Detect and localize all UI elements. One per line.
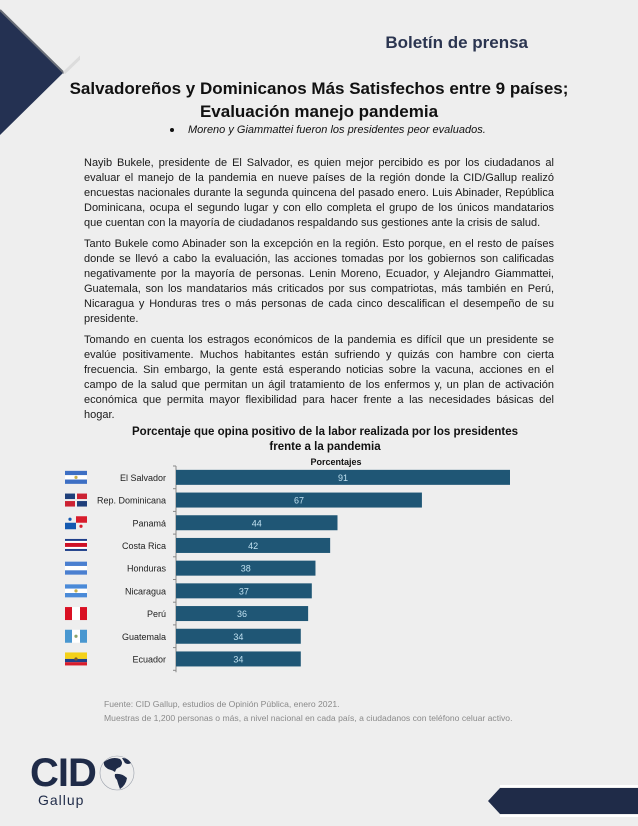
- bullet-text: Moreno y Giammattei fueron los presidentes peor evaluados.: [188, 124, 486, 136]
- bar-value-label: 67: [293, 495, 304, 506]
- bulletin-label: Boletín de prensa: [385, 33, 528, 52]
- bar-value-label: 91: [337, 472, 349, 483]
- article-body: [84, 156, 554, 429]
- costa-rica-flag-icon: [65, 539, 87, 551]
- globe-icon: [98, 754, 136, 792]
- chart-subtitle: Porcentajes: [310, 457, 362, 467]
- paragraph: Tanto Bukele como Abinader son la excepción en la región. Esto porque, en el resto de países donde se llevó a cabo la evaluación, las acciones tomadas por los gobiernos son calificadas negativamente por la mayoría de personas. Lenin Moreno, Ecuador, y Alejandro Giammattei, Guatemala, son los mandatarios más criticados por sus compatriotas, más también en Perú, Nicaragua y Honduras tres o más personas de cada cinco descalifican el desempeño de su presidente.: [84, 238, 554, 325]
- corner-decoration-bottom-right: [488, 776, 638, 826]
- category-label: Perú: [146, 609, 166, 620]
- category-label: Guatemala: [121, 631, 166, 642]
- source-line-1: Fuente: CID Gallup, estudios de Opinión Pública, enero 2021.: [104, 699, 340, 709]
- chart-title: [90, 425, 560, 455]
- logo-sub-text: Gallup: [38, 792, 85, 808]
- headline: [0, 77, 638, 123]
- logo-main-text: CID: [30, 751, 96, 795]
- bar-value-label: 38: [240, 563, 251, 574]
- category-label: El Salvador: [119, 472, 166, 483]
- chart-title-line-1: Porcentaje que opina positivo de la labor realizada por los presidentes: [132, 426, 518, 438]
- source-line-2: Muestras de 1,200 personas o más, a nivel nacional en cada país, a ciudadanos con teléfono celuar activo.: [104, 713, 513, 723]
- paragraph: Nayib Bukele, presidente de El Salvador, es quien mejor percibido es por los ciudadanos al evaluar el manejo de la pandemia en nueve países de la región donde la CID/Gallup realizó encuestas nacionales durante la segunda quincena del pasado enero. Luis Abinader, República Dominicana, ocupa el segundo lugar y con ello completa el grupo de los únicos mandatarios que cuentan con la mayoría de ciudadanos respaldando sus gestiones ante la crisis de salud.: [84, 157, 554, 229]
- honduras-flag-icon: [65, 562, 87, 575]
- category-label: Rep. Dominicana: [96, 495, 166, 506]
- headline-line-1: Salvadoreños y Dominicanos Más Satisfechos entre 9 países;: [69, 79, 569, 98]
- paragraph: Tomando en cuenta los estragos económicos de la pandemia es difícil que un presidente se evalúe positivamente. Muchos habitantes están sufriendo y quizás con hambre con cierta frecuencia. Sin embargo, la gente está esperando noticias sobre la vacuna, acciones en el campo de la salud que permitan un ágil tratamiento de los enfermos y, un plan de activación económica que permita mayor flexibilidad para hacer frente a las necesidades básicas del hogar.: [84, 334, 554, 421]
- bullet-dot-icon: [170, 128, 174, 132]
- bar-value-label: 37: [238, 586, 249, 597]
- bar-value-label: 34: [233, 654, 244, 665]
- category-label: Ecuador: [132, 654, 166, 665]
- peru-flag-icon: [65, 607, 87, 620]
- cid-gallup-logo: [30, 751, 136, 808]
- bar-value-label: 42: [248, 540, 259, 551]
- dominican-republic-flag-icon: [65, 494, 87, 507]
- nicaragua-flag-icon: [65, 584, 87, 597]
- category-label: Honduras: [126, 563, 166, 574]
- panama-flag-icon: [65, 516, 87, 529]
- summary-bullet: [170, 124, 486, 136]
- headline-line-2: Evaluación manejo pandemia: [199, 102, 439, 121]
- chart-title-line-2: frente a la pandemia: [269, 441, 381, 453]
- bar-chart: [0, 465, 638, 675]
- ecuador-flag-icon: [65, 652, 87, 665]
- category-label: Costa Rica: [121, 540, 166, 551]
- el-salvador-flag-icon: [65, 471, 87, 484]
- category-label: Panamá: [132, 518, 166, 529]
- category-label: Nicaragua: [124, 586, 166, 597]
- bar-value-label: 34: [233, 631, 244, 642]
- guatemala-flag-icon: [65, 630, 87, 643]
- bar-value-label: 44: [251, 518, 262, 529]
- source-note: [104, 697, 512, 725]
- bar-value-label: 36: [237, 609, 248, 620]
